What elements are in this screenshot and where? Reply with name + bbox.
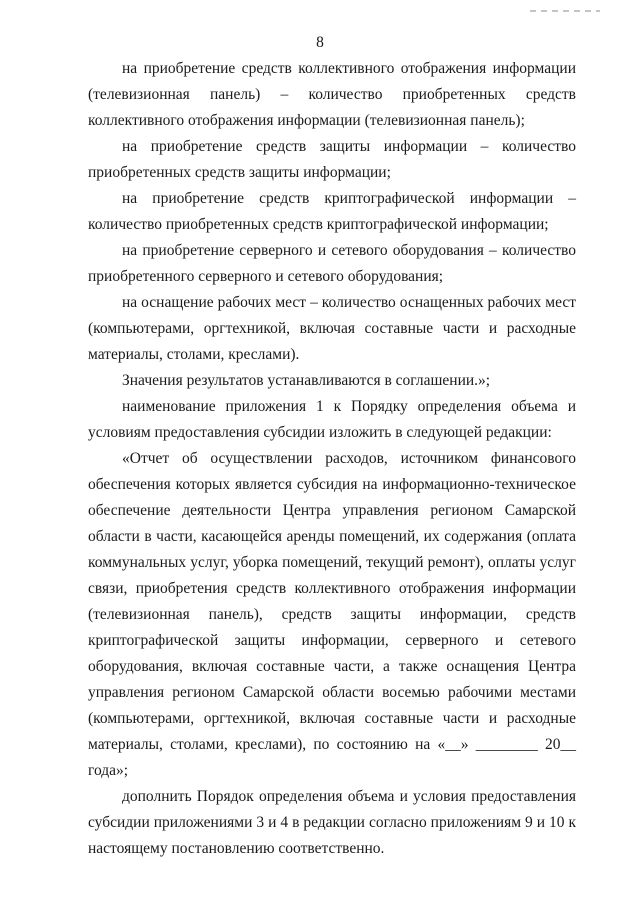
paragraph-supplement: дополнить Порядок определения объема и условия предоставления субсидии приложениями 3 и 4 в редакции согласно приложениям 9 и 10 к настоящему постановлению соответственно. bbox=[88, 788, 576, 857]
paragraph-security-tools: на приобретение средств защиты информации – количество приобретенных средств защиты информации; bbox=[88, 138, 576, 181]
page-number: 8 bbox=[316, 34, 324, 51]
scan-mark bbox=[530, 0, 600, 3]
paragraph-appendix-title: наименование приложения 1 к Порядку определения объема и условиям предоставления субсидии изложить в следующей редакции: bbox=[88, 398, 576, 441]
paragraph-tv-panel: на приобретение средств коллективного отображения информации (телевизионная панель) – количество приобретенных средств коллективного отображения информации (телевизионная панель); bbox=[88, 60, 576, 129]
paragraph-server-equipment: на приобретение серверного и сетевого оборудования – количество приобретенного серверного и сетевого оборудования; bbox=[88, 242, 576, 285]
paragraph-report-title: «Отчет об осуществлении расходов, источником финансового обеспечения которых является субсидия на информационно-техническое обеспечение деятельности Центра управления регионом Самарской области в части, касающейся аренды помещений, их содержания (оплата коммунальных услуг, уборка помещений, текущий ремонт), оплаты услуг связи, приобретения средств коллективного отображения информации (телевизионная панель), средств защиты информации, средств криптографической защиты информации, серверного и сетевого оборудования, включая составные части, а также оснащения Центра управления регионом Самарской области восемью рабочими местами (компьютерами, оргтехникой, включая составные части и расходные материалы, столами, креслами), по состоянию на «__» ________ 20__ года»; bbox=[88, 450, 576, 779]
paragraph-results-values: Значения результатов устанавливаются в соглашении.»; bbox=[122, 372, 491, 389]
paragraph-workplaces: на оснащение рабочих мест – количество оснащенных рабочих мест (компьютерами, оргтехникой, включая составные части и расходные материалы, столами, креслами). bbox=[88, 294, 576, 363]
paragraph-crypto-tools: на приобретение средств криптографической информации – количество приобретенных средств криптографической информации; bbox=[88, 190, 576, 233]
document-body bbox=[88, 56, 576, 862]
